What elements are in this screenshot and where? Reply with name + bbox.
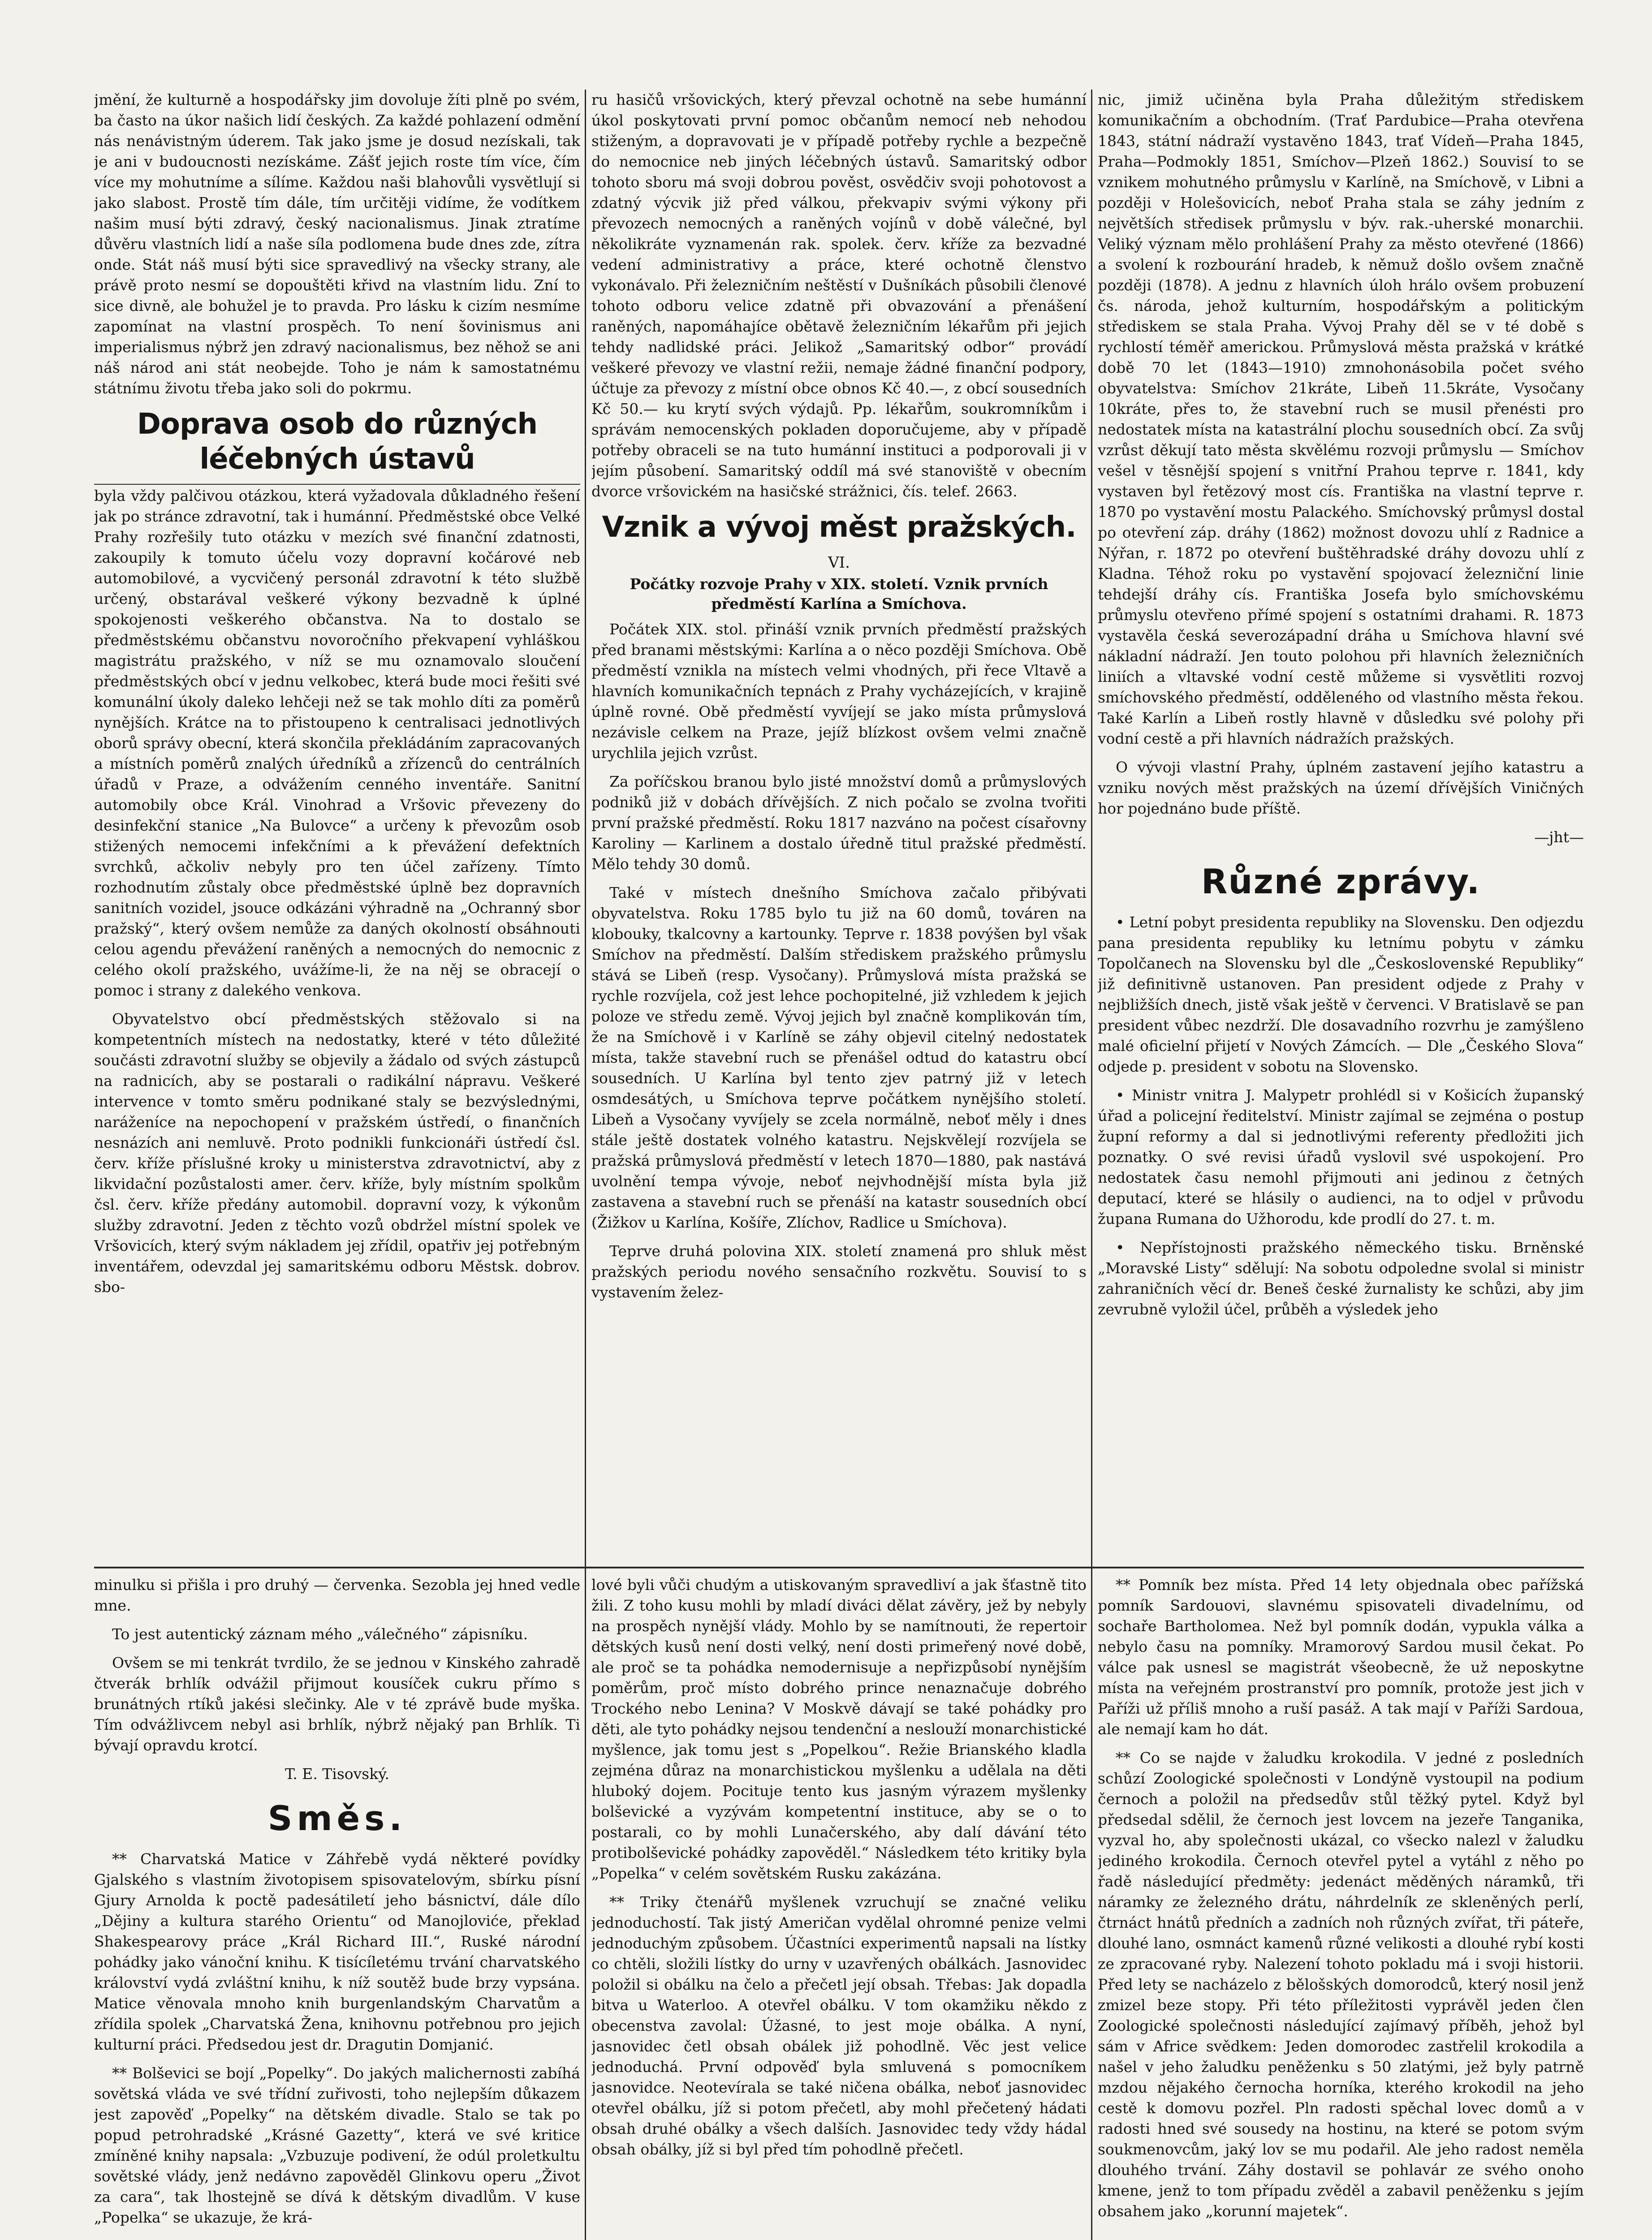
feuilleton-divider (94, 1567, 1584, 1568)
prague-paragraph-4: Teprve druhá polovina XIX. století znamená pro shluk měst pražských periodu nového sensačního rozkvětu. Souvisí to s vystavením želez- (591, 1242, 1087, 1301)
headline-prague-cities: Vznik a vývoj měst pražských. (602, 511, 1076, 544)
column-2-lower (591, 1575, 1087, 2240)
feuilleton-signature: T. E. Tisovský. (285, 1765, 389, 1783)
column-divider-1 (585, 90, 586, 2240)
transport-paragraph-2: Obyvatelstvo obcí předměstských stěžovalo si na kompetentních místech na nedostatky, které v této důležité součásti zdravotní služby se objevily a žádalo od svých zástupců na radnicích, aby se postarali o radikální nápravu. Veškeré intervence v tomto směru podnikané staly se bezvýslednými, naráženíce na nepochopení v pražském ústředí, o finančních nesnázích ani nemluvě. Proto podnikli funkcionáři ústředí čsl. červ. kříže příslušné kroky u ministerstva zdravotnictví, aby z likvidační pozůstalosti amer. červ. kříže, byly místním spolkům čsl. červ. kříže předány automobil. dopravní vozy, k výkonům služby zdravotní. Jeden z těchto vozů obdržel místní spolek ve Vršovicích, který svým nákladem jej zřídil, opatřiv jej potřebným inventářem, odevzdal jej samaritskému odboru Městsk. dobrov. sbo- (94, 1010, 580, 1296)
smes-item-charvatska-matice: ** Charvatská Matice v Záhřebě vydá některé povídky Gjalského s vlastním životopisem spisovatelovým, sbírku písní Gjury Arnolda k poctě padesátiletí jeho básnictví, dále dílo „Dějiny a kultura starého Orientu“ od Manojloviće, překlad Shakespearovy práce „Král Richard III.“, Ruské národní pohádky jako vánoční knihu. K tisícíletému trvání charvatského království vydá zvláštní knihu, k níž soutěž bude brzy vypsána. Matice věnovala mnoho knih burgenlandským Charvatům a zřídila spolek „Charvatská Žena, knihovnu potřebnou pro jejich kulturní práci. Předsedou jest dr. Dragutin Domjanić. (94, 1850, 580, 2053)
prague-paragraph-1: Počátek XIX. stol. přináší vznik prvních předměstí pražských před branami městskými: Karlína a o něco později Smíchova. Obě předměstí vznikla na místech velmi vhodných, při řece Vltavě a hlavních komunikačních tepnách z Prahy vycházejících, v krajině úplně rovné. Obě předměstí vyvíjejí se jako místa průmyslová nezávisle celkem na Praze, jejíž blízkost ovšem velmi značně urychlila jejich vzrůst. (591, 620, 1087, 762)
prague-paragraph-2: Za poříčskou branou bylo jisté množství domů a průmyslových podniků již v dobách dřívějších. Z nich počalo se zvolna tvořiti první pražské předměstí. Roku 1817 nazváno na počest císařovny Karoliny — Karlinem a dostalo úředně titul pražské předměstí. Mělo tehdy 30 domů. (591, 773, 1087, 873)
prague-paragraph-3: Také v místech dnešního Smíchova začalo přibývati obyvatelstva. Roku 1785 bylo tu již na 60 domů, továren na klobouky, tkalcovny a kartounky. Teprve r. 1838 povýšen byl však Smíchov na předměstí. Dalším střediskem pražského průmyslu stává se Libeň (resp. Vysočany). Průmyslová místa pražská se rychle rozvíjela, což jest lehce pochopitelné, již vzhledem k jejich poloze ve středu země. Vývoj jejich byl značně komplikován tím, že na Smíchově i v Karlíně se záhy objevil citelný nedostatek místa, takže stavební ruch se přenášel odtud do katastru obcí sousedních. U Karlína byl tento zjev patrný již v letech osmdesátých, u Smíchova teprve počátkem nynějšího století. Libeň a Vysočany vyvíjely se zcela normálně, neboť měly i dnes stále ještě dostatek volného katastru. Nejskvělejí rozvíjela se pražská průmyslová předměstí v letech 1870—1880, pak nastává uvolnění tempa vývoje, neboť nejvhodnější místa byla již zastavena a stavební ruch se přenáší na katastr sousedních obcí (Žižkov u Karlína, Košíře, Zlíchov, Radlice u Smíchova). (591, 884, 1087, 1231)
feuilleton-paragraph-2: To jest autentický záznam mého „válečného“ zápisníku. (112, 1625, 528, 1643)
prague-next-part-note: O vývoji vlastní Prahy, úplném zastavení jejího katastru a vzniku nových měst pražských na území dřívějších Viničných hor pojednáno bude příště. (1098, 758, 1584, 817)
smes-item-bolsevici: ** Bolševici se bojí „Popelky“. Do jakých malichernosti zabíhá sovětská vláda ve své třídní zuřivosti, toho nejlepším důkazem jest zapověď „Popelky“ na dětském divadle. Stalo se tak po popud petrohradské „Krásné Gazetty“, která ve své kritice zmíněné knihy napsala: „Vzbuzuje podivení, že odúl proletkultu sovětské vlády, jenž nedávno zapověděl Glinkovu operu „Život za cara“, tak lhostejně se dívá k dětským divadlům. V kuse „Popelka“ se ukazuje, že krá- (94, 2064, 580, 2226)
news-german-press: • Nepřístojnosti pražského německého tisku. Brněnské „Moravské Listy“ sdělují: Na sobotu odpoledne svolal si ministr zahraničních věcí dr. Beneš české žurnalisty ke schůzi, aby jim zevrubně vyložil účel, průběh a výsledek jeho (1098, 1239, 1584, 1318)
headline-rule-1 (94, 484, 580, 485)
column-2 (591, 90, 1087, 1564)
part-number: VI. (828, 554, 850, 572)
column-divider-2 (1091, 90, 1092, 2240)
section-title-smes: Směs. (267, 1798, 407, 1838)
smes-item-crocodile: ** Co se najde v žaludku krokodila. V jedné z posledních schůzí Zoologické společnosti v Londýně vystoupil na podium černoch a položil na předsedův stůl těžký pytel. Když byl předsedal sdělil, že černoch jest lovcem na jezeře Tanganika, vyzval ho, aby společnosti ukázal, co všecko nalezl v žaludku jediného krokodila. Černoch otevřel pytel a vytáhl z něho po řadě následující předměty: jedenáct měděných náramků, tři náramky ze železného drátu, náhrdelník ze skleněných perlí, čtrnáct hnátů předních a zadních noh různých zvířat, tři páteře, dlouhé lano, osmnáct kamenů různé velikosti a dlouhé rybí kosti ze zpracované ryby. Nalezení tohoto pokladu má i svoji historii. Před lety se nacházelo z bělošských domorodců, který nosil jenž zmizel beze stopy. Při této příležitosti vyprávěl jeden člen Zoologické společnosti následující zajímavý příběh, jehož byl sám v Africe svědkem: Jeden domorodec zastřelil krokodila a našel v jeho žaludku peněženku s 50 zlatými, jež byly patrně mzdou nějakého černocha horníka, kterého krokodil na jeho cestě k domovu pozřel. Pln radosti spěchal lovec domů a v radosti hned své sousedy na hostinu, na které se potom svým soukmenovcům, jaký lov se mu podařil. Ale jeho radost neměla dlouhého trvání. Záhy dostavil se pohlavár ze svého onoho kmene, jenž to tom případu zvěděl a zabavil peněženku s jejím obsahem jako „korunní majetek“. (1098, 1749, 1584, 2220)
feuilleton-paragraph-3: Ovšem se mi tenkrát tvrdilo, že se jednou v Kinského zahradě čtverák brhlík odvážil přijmout kousíček cukru přímo s brunátných rtíků jakési slečinky. Ale v té zprávě bude myška. Tím odvážlivcem nebyl asi brhlík, nýbrž nějaký pan Brhlík. Ti bývají opravdu krotcí. (94, 1654, 580, 1754)
feuilleton-paragraph-1: minulku si přišla i pro druhý — červenka. Sezobla jej hned vedle mne. (94, 1576, 580, 1614)
column-3 (1098, 90, 1584, 1564)
smes-item-mind-readers: ** Triky čtenářů myšlenek vzruchují se značné veliku jednoduchostí. Tak jistý Američan vydělal ohromné penize velmi jednoduchým způsobem. Účastníci experimentů napsali na lístky co chtěli, složili lístky do urny v uzavřených obálkách. Jasnovidec položil si obálku na čelo a přečetl její obsah. Třebas: Jak dopadla bitva u Waterloo. A otevřel obálku. V tom okamžiku někdo z obecenstva zavolal: Úžasné, to jest moje obálka. A nyní, jasnovidec četl obsah obálek již pohodlně. Věc jest velice jednoduchá. První odpověď byla smluvená s pomocníkem jasnovidce. Neotevírala se také ničena obálka, neboť jasnovidec otevřel obálku, jíž si potom přečetl, aby mohl přečetený hádati obsah druhé obálky a všech dalších. Jasnovidec tedy vždy hádal obsah obálky, jíž si byl před tím pohodlně přečetl. (591, 1893, 1087, 2158)
article-subheading: Počátky rozvoje Prahy v XIX. století. Vznik prvních předměstí Karlína a Smíchova. (630, 575, 1048, 612)
prague-signature: —jht— (1534, 828, 1584, 846)
transport-paragraph-1: byla vždy palčivou otázkou, která vyžadovala důkladného řešení jak po stránce zdravotní, tak i humánní. Předměstské obce Velké Prahy rozřešily tuto otázku v mezích své finanční zdatnosti, zakoupily k tomuto účelu vozy dopravní kočárové neb automobilové, a vycvičený personál zdravotní k této službě určený, obstarával veškeré výkony bezvadně k úplné spokojenosti veškerého občanstva. Na to dostalo se předměstskému občanstvu novoročního překvapení vyhláškou magistrátu pražského, v níž se mu oznamovalo sloučení předměstských obcí v jednu velkobec, která bude moci řešiti své komunální úkoly daleko lehčeji než se tak mohlo díti za poměrů nynějších. Krátce na to přistoupeno k centralisaci jednotlivých oborů správy obecní, která skončila překládáním zapracovaných a místních poměrů znalých úředníků a zřízenců do centrálních úřadů v Praze, a odvážením cenného inventáře. Sanitní automobily obce Král. Vinohrad a Vršovic převezeny do desinfekční stanice „Na Bulovce“ a určeny k převozům osob stižených nemocemi infekčními a k převážení defektních svrchků, ačkoliv nebyly pro ten účel zařízeny. Tímto rozhodnutím zůstaly obce předměstské úplně bez dopravních sanitních vozidel, jsouce odkázáni výhradně na „Ochranný sbor pražský“, který ovšem nemůže za daných okolností obsáhnouti celou agendu převážení raněných a nemocných do nemocnic z celého okolí pražského, uvážíme-li, že na něj se obracejí o pomoc i strany z dalekého venkova. (94, 487, 580, 999)
samaritan-paragraph: ru hasičů vršovických, který převzal ochotně na sebe humánní úkol poskytovati první pomoc občanům nemocí neb nehodou stiženým, a dopravovati je v případě potřeby rychle a bezpečně do nemocnice neb jiných léčebných ústavů. Samaritský odbor tohoto sboru má svoji dobrou pověst, osvědčiv svoji pohotovost a zdatný výcvik již před válkou, překvapiv svými výkony při převozech nemocných a raněných vojínů v době válečné, byl několikráte vyznamenán rak. spolek. červ. kříže za bezvadné vedení administrativy a práce, které ochotně členstvo vykonávalo. Při železničním neštěstí v Dušníkách působili členové tohoto odboru velice zdatně při obvazování a přenášení raněných, napomáhajíce obětavě železničním lékařům při jejich tehdy nadlidské práci. Jelikož „Samaritský odbor“ provádí veškeré převozy ve vlastní režii, nemaje žádné finanční podpory, účtuje za převozy z místní obce obnos Kč 40.—, z obcí sousedních Kč 50.— ku krytí svých výdajů. Pp. lékařům, soukromníkům i správám nemocenských pokladen doporučujeme, aby v případě potřeby obraceli se na tuto humánní instituci a podporovali ji v jejím působení. Samaritský oddíl má své stanoviště v obecním dvorce vršovickém na hasičské strážnici, čís. telef. 2663. (591, 91, 1087, 500)
popelka-continuation: lové byli vůči chudým a utiskovaným spravedliví a jak šťastně tito žili. Z toho kusu mohli by mladí diváci dělat závěry, jež by nebyly na prospěch nynější vlády. Mohlo by se namítnouti, že repertoir dětských kusů není dosti velký, není dosti primeřený nové době, ale proč se ta pohádka nemodernisuje a nepřizpůsobí nynějším poměrům, proč místo dobrého prince nenaznačuje dobrého Trockého nebo Lenina? V Moskvě dávají se také pohádky pro děti, ale tyto pohádky nejsou tendenční a neslouží monarchistické myšlence, jak tomu jest s „Popelkou“. Režie Brianského kladla zejména důraz na monarchistickou myšlenku a udělala na děti hluboký dojem. Pocituje tento kus jasným výrazem myšlenky bolševické a vyzývám kompetentní instituce, aby se o to postarali, co by mohli Lunačerského, aby dalí dávání této protibolševické pohádky zapověděl.“ Následkem této kritiky byla „Popelka“ v celém sovětském Rusku zakázána. (591, 1576, 1087, 1882)
column-3-lower (1098, 1575, 1584, 2240)
news-minister-malypetr: • Ministr vnitra J. Malypetr prohlédl si v Košicích županský úřad a policejní ředitelství. Ministr zajímal se zejména o postup župní reformy a dal si jednotlivými referenty předložiti jich poznatky. O své revisi úřadů vyslovil své uspokojení. Pro nedostatek času nemohl přijmouti ani jedinou z četných deputací, které se hlásily o audienci, na to odjel v průvodu župana Rumana do Užhorodu, kde prodlí do 27. t. m. (1098, 1086, 1584, 1228)
smes-item-monument: ** Pomník bez místa. Před 14 lety objednala obec pařížská pomník Sardouovi, slavnému spisovateli divadelnímu, od sochaře Bartholomea. Než byl pomník dodán, vypukla válka a nebylo času na pomníky. Mramorový Sardou musil čekat. Po válce pak usnesl se magistrát všeobecně, že už neposkytne místa na veřejném prostranství pro pomník, protože jest jich v Paříži už příliš mnoho a ruší pasáž. A tak mají v Paříži Sardoua, ale nemají kam ho dát. (1098, 1576, 1584, 1738)
news-president-slovakia: • Letní pobyt presidenta republiky na Slovensku. Den odjezdu pana presidenta republiky ku letnímu pobytu v zámku Topolčanech na Slovensku byl dle „Československé Republiky“ již definitivně ustanoven. Pan president odjede z Prahy v nejbližších dnech, jistě však ještě v červenci. V Bratislavě se pan president vůbec nezdrží. Dle dosavadního rozvrhu je zamýšleno malé oficielní přijetí v Nových Zámcích. — Dle „Českého Slova“ odjede p. president v sobotu na Slovensko. (1098, 913, 1584, 1075)
prague-continuation: nic, jimiž učiněna byla Praha důležitým střediskem komunikačním a obchodním. (Trať Pardubice—Praha otevřena 1843, státní nádraží vystavěno 1843, trať Vídeň—Praha 1845, Praha—Podmokly 1851, Smíchov—Plzeň 1862.) Souvisí to se vznikem mohutného průmyslu v Karlíně, na Smíchově, v Libni a později v Holešovicích, neboť Praha stala se záhy jedním z největších středisek průmyslu v býv. rak.-uherské monarchii. Veliký význam mělo prohlášení Prahy za město otevřené (1866) a svolení k rozbourání hradeb, k němuž došlo ovšem značně později (1878). A jednu z hlavních úloh hrálo ovšem probuzení čs. národa, jehož kulturním, hospodářským a politickým střediskem se stala Praha. Vývoj Prahy děl se v té době s rychlostí téměř americkou. Průmyslová města pražská v krátké době 70 let (1843—1910) zmnohonásobila počet svého obyvatelstva: Smíchov 21kráte, Libeň 11.5kráte, Vysočany 10kráte, přes to, že stavební ruch se musil přenésti pro nedostatek místa na katastrální plochu sousedních obcí. Za svůj vzrůst děkují tato města skvělému rozvoji průmyslu — Smíchov vešel v těsnější spojení s vnitřní Prahou teprve r. 1841, kdy vystaven byl řetězový most cís. Františka na vlastní teprve r. 1870 po vystavění mostu Palackého. Smíchovský průmysl dostal po otevření záp. dráhy (1862) možnost dovozu uhlí z Radnice a Nýřan, r. 1872 po otevření buštěhradské dráhy dovozu uhlí z Kladna. Téhož roku po vystavění spojovací železniční linie tehdejší dráhy cís. Františka Josefa bylo smíchovskému průmyslu otevřeno přímé spojení s ostatními drahami. R. 1873 vystavěla česká severozápadní dráha u Smíchova hlavní své nákladní nádraží. Jen touto polohou při hlavních železničních liniích a vltavské vodní cestě můžeme si vysvětliti rozvoj smíchovského předměstí, odděleného od vlastního města řekou. Také Karlín a Libeň rostly hlavně v důsledku své polohy při vodní cestě a při hlavních nádražích pražských. (1098, 91, 1584, 747)
column-1-lower (94, 1575, 580, 2240)
article-continuation-nationalism: jmění, že kulturně a hospodářsky jim dovoluje žíti plně po svém, ba často na úkor našich lidí českých. Za každé pohlazení odmění nás nenávistným úderem. Tak jako jsme je dosud nezískali, tak je ani v budoucnosti nezískáme. Zášť jejich roste tím více, čím více my mohutníme a sílíme. Každou naši blahovůli vysvětlují si jako slabost. Prostě tím dále, tím určitěji vidíme, že vodítkem našim musí býti zdravý, český nacionalismus. Jinak ztratíme důvěru vlastních lidí a naše síla podlomena bude dnes zde, zítra onde. Stát náš musí býti sice spravedlivý na všecky strany, ale právě proto nesmí se dopouštěti křivd na vlastním lidu. Zní to sice divně, ale bohužel je to pravda. Pro lásku k cizím nesmíme zapomínat na vlastní prospěch. To není šovinismus ani imperialismus nýbrž jen zdravý nacionalismus, bez něhož se ani náš národ ani stát neobejde. Toho je nám k samostatnému státnímu životu třeba jako soli do pokrmu. (94, 91, 580, 397)
headline-various-news: Různé zprávy. (1201, 862, 1481, 901)
headline-transport: Doprava osob do různých léčebných ústavů (137, 408, 538, 476)
